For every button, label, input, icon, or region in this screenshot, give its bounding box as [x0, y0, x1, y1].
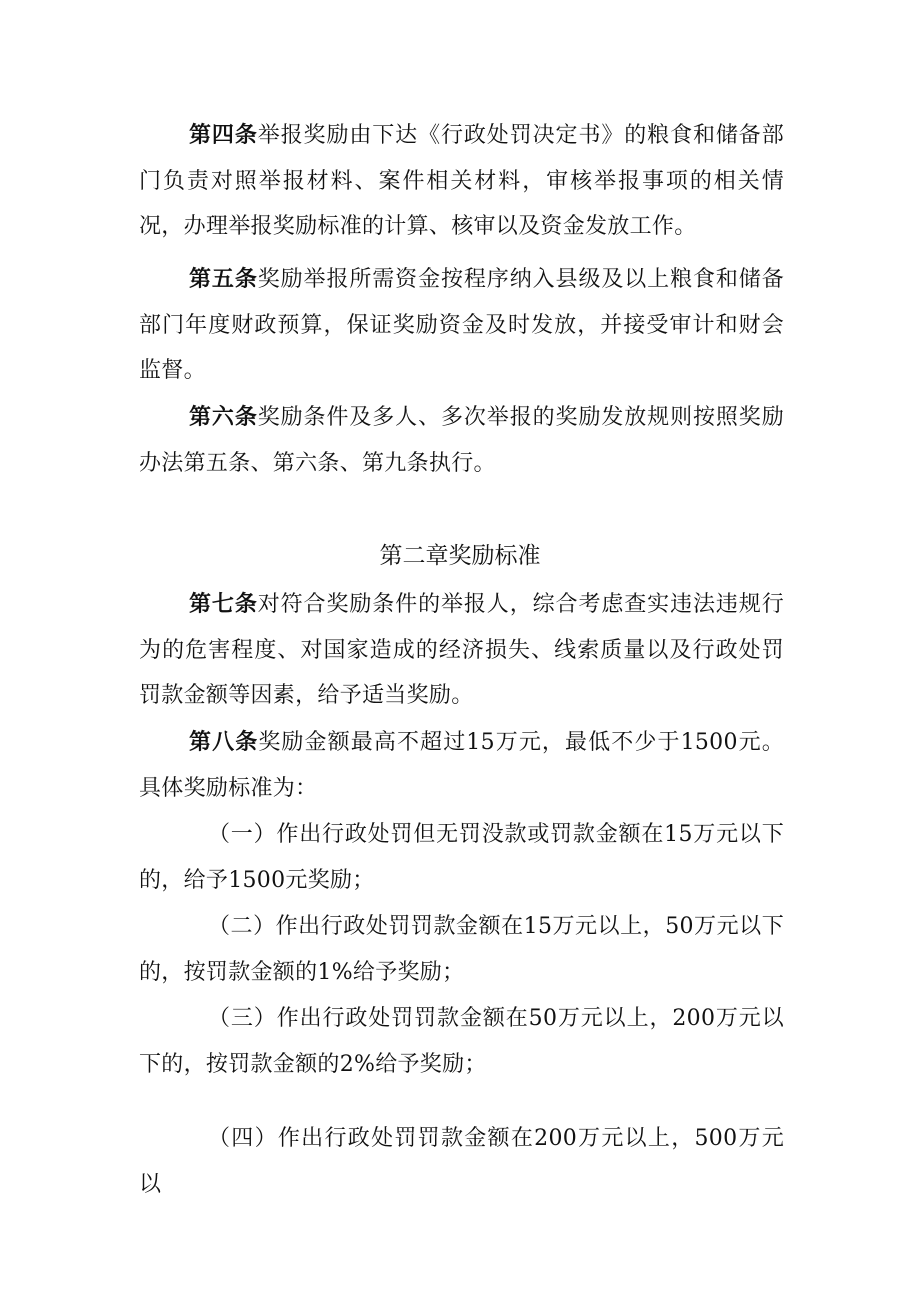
list-item-1: （一）作出行政处罚但无罚没款或罚款金额在15万元以下的，给予1500元奖励；	[139, 822, 784, 893]
article-5	[139, 257, 784, 394]
article-6	[139, 395, 784, 486]
article-6-text: 奖励条件及多人、多次举报的奖励发放规则按照奖励办法第五条、第六条、第九条执行。	[139, 405, 785, 476]
article-4	[139, 113, 784, 250]
article-8-text: 奖励金额最高不超过15万元，最低不少于1500元。具体奖励标准为：	[139, 730, 784, 801]
list-item-3: （三）作出行政处罚罚款金额在50万元以上，200万元以下的，按罚款金额的2%给予奖励；	[139, 1006, 784, 1077]
list-item-4: （四）作出行政处罚罚款金额在200万元以上，500万元以	[139, 1126, 784, 1197]
article-4-label: 第四条	[189, 123, 258, 148]
article-8	[139, 720, 784, 811]
article-6-label: 第六条	[189, 405, 258, 430]
article-8-label: 第八条	[189, 730, 259, 755]
article-7-label: 第七条	[189, 592, 258, 617]
article-4-text: 举报奖励由下达《行政处罚决定书》的粮食和储备部门负责对照举报材料、案件相关材料，审核举报事项的相关情况，办理举报奖励标准的计算、核审以及资金发放工作。	[139, 123, 785, 240]
article-5-label: 第五条	[189, 267, 258, 292]
article-7-text: 对符合奖励条件的举报人，综合考虑查实违法违规行为的危害程度、对国家造成的经济损失、线索质量以及行政处罚罚款金额等因素，给予适当奖励。	[139, 592, 785, 709]
article-7	[139, 582, 784, 719]
list-item-2: （二）作出行政处罚罚款金额在15万元以上，50万元以下的，按罚款金额的1%给予奖励；	[139, 914, 784, 985]
article-5-text: 奖励举报所需资金按程序纳入县级及以上粮食和储备部门年度财政预算，保证奖励资金及时发放，并接受审计和财会监督。	[139, 267, 785, 384]
chapter-title: 第二章奖励标准	[379, 543, 541, 569]
